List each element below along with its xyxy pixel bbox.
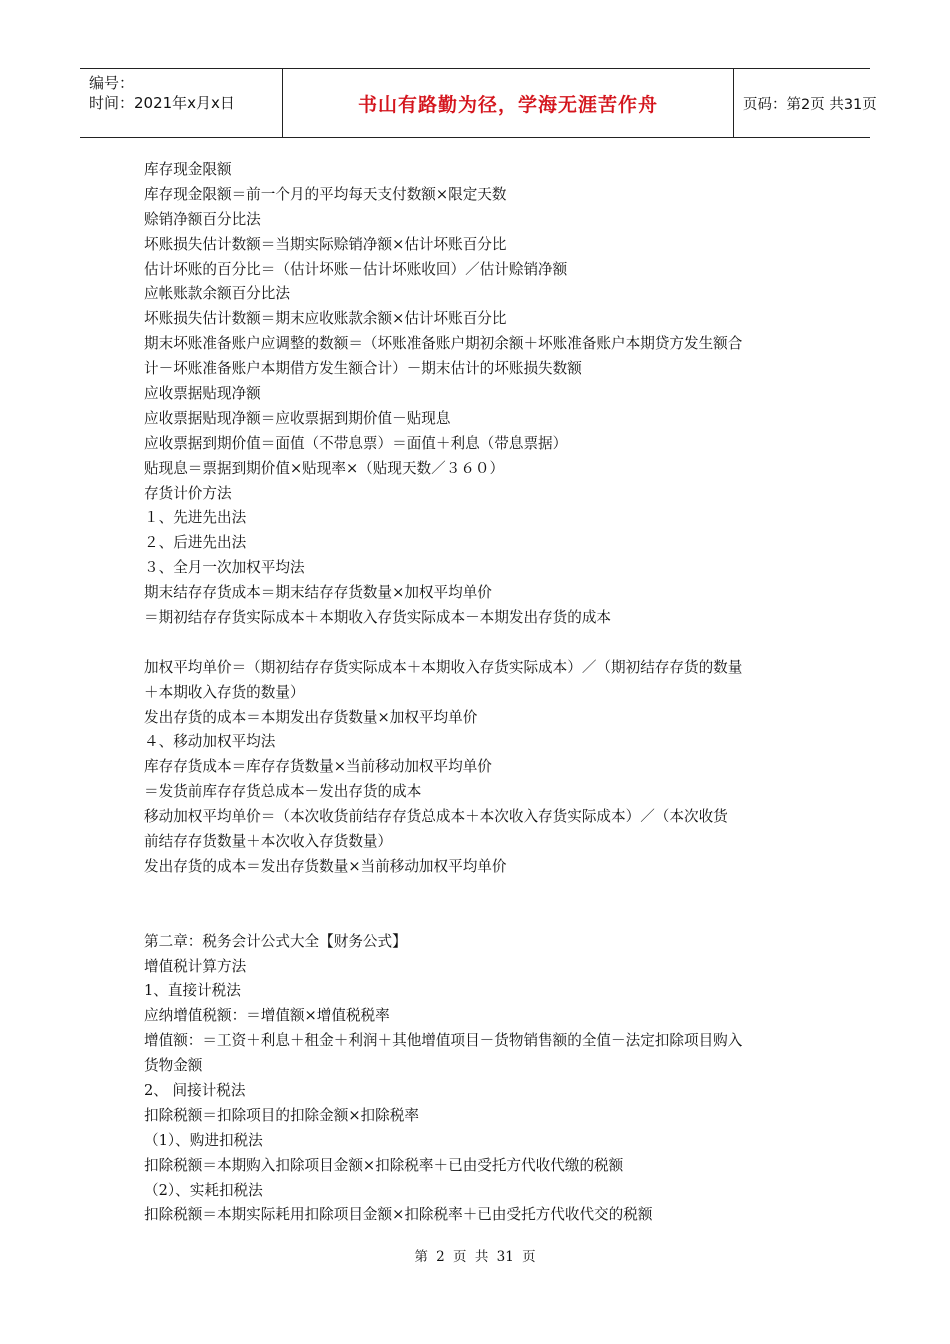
text-line: 增值额：＝工资＋利息＋租金＋利润＋其他增值项目－货物销售额的全值－法定扣除项目购入 <box>144 1032 743 1050</box>
text-line: 增值税计算方法 <box>144 957 247 975</box>
text-line: 库存现金限额 <box>144 161 232 178</box>
text-line: 赊销净额百分比法 <box>144 210 261 228</box>
document-number-label: 编号： <box>89 74 135 92</box>
text-line: 扣除税额＝本期购入扣除项目金额×扣除税率＋已由受托方代收代缴的税额 <box>144 1156 624 1174</box>
header-page-label: 页码：第2页 共31页 <box>743 96 877 113</box>
blank-line <box>144 905 824 930</box>
text-line: 应纳增值税额：＝增值额×增值税税率 <box>144 1007 390 1025</box>
text-line: 移动加权平均单价＝（本次收货前结存存货总成本＋本次收入存货实际成本）／（本次收货 <box>144 808 728 826</box>
text-line: 加权平均单价＝（期初结存存货实际成本＋本期收入存货实际成本）／（期初结存存货的数量 <box>144 658 743 676</box>
text-line: 库存现金限额＝前一个月的平均每天支付数额×限定天数 <box>144 185 507 203</box>
text-line: １、先进先出法 <box>144 509 247 527</box>
text-line: 前结存存货数量＋本次收入存货数量） <box>144 833 393 851</box>
text-line: （2）、实耗扣税法 <box>144 1181 263 1199</box>
text-line: 贴现息＝票据到期价值×贴现率×（贴现天数／３６０） <box>144 459 505 477</box>
page-footer: 第 2 页 共 31 页 <box>414 1249 536 1265</box>
text-line: （1）、购进扣税法 <box>144 1131 263 1149</box>
header-motto: 书山有路勤为径，学海无涯苦作舟 <box>357 93 658 116</box>
document-time-label: 时间：2021年x月x日 <box>89 94 235 112</box>
text-line: 货物金额 <box>144 1057 203 1075</box>
document-body <box>144 158 824 1228</box>
text-line: 存货计价方法 <box>144 484 232 502</box>
header-page-cell <box>734 69 877 137</box>
text-line: 1、直接计税法 <box>144 982 241 1000</box>
text-line: 库存存货成本＝库存存货数量×当前移动加权平均单价 <box>144 758 492 776</box>
text-line: ＋本期收入存货的数量） <box>144 683 305 701</box>
text-line: 估计坏账的百分比＝（估计坏账－估计坏账收回）／估计赊销净额 <box>144 260 568 278</box>
text-line: 应收票据到期价值＝面值（不带息票）＝面值＋利息（带息票据） <box>144 434 568 452</box>
text-line: ＝发货前库存存货总成本－发出存货的成本 <box>144 783 422 801</box>
text-line: ３、全月一次加权平均法 <box>144 559 305 577</box>
text-line: 期末坏账准备账户应调整的数额＝（坏账准备账户期初余额＋坏账准备账户本期贷方发生额合 <box>144 335 743 353</box>
header-meta <box>80 69 282 137</box>
text-line: 2、 间接计税法 <box>144 1081 246 1099</box>
text-line: 坏账损失估计数额＝期末应收账款余额×估计坏账百分比 <box>144 310 507 328</box>
text-line: 应帐账款余额百分比法 <box>144 285 290 303</box>
text-line: 第二章：税务会计公式大全【财务公式】 <box>144 932 407 950</box>
text-line: 扣除税额＝本期实际耗用扣除项目金额×扣除税率＋已由受托方代收代交的税额 <box>144 1206 653 1224</box>
text-line: 应收票据贴现净额＝应收票据到期价值－贴现息 <box>144 409 451 427</box>
text-line: 期末结存存货成本＝期末结存存货数量×加权平均单价 <box>144 584 492 602</box>
header-motto-cell <box>282 69 734 137</box>
page-header <box>80 68 877 138</box>
text-line: 计－坏账准备账户本期借方发生额合计）－期末估计的坏账损失数额 <box>144 360 582 378</box>
text-line: 扣除税额＝扣除项目的扣除金额×扣除税率 <box>144 1106 419 1124</box>
text-line: ＝期初结存存货实际成本＋本期收入存货实际成本－本期发出存货的成本 <box>144 609 612 627</box>
blank-line <box>144 880 824 905</box>
text-line: 应收票据贴现净额 <box>144 385 261 403</box>
blank-line <box>144 631 824 656</box>
text-line: ４、移动加权平均法 <box>144 733 276 751</box>
text-line: 坏账损失估计数额＝当期实际赊销净额×估计坏账百分比 <box>144 235 507 253</box>
text-line: 发出存货的成本＝本期发出存货数量×加权平均单价 <box>144 708 478 726</box>
text-line: 发出存货的成本＝发出存货数量×当前移动加权平均单价 <box>144 857 507 875</box>
text-line: ２、后进先出法 <box>144 534 247 552</box>
